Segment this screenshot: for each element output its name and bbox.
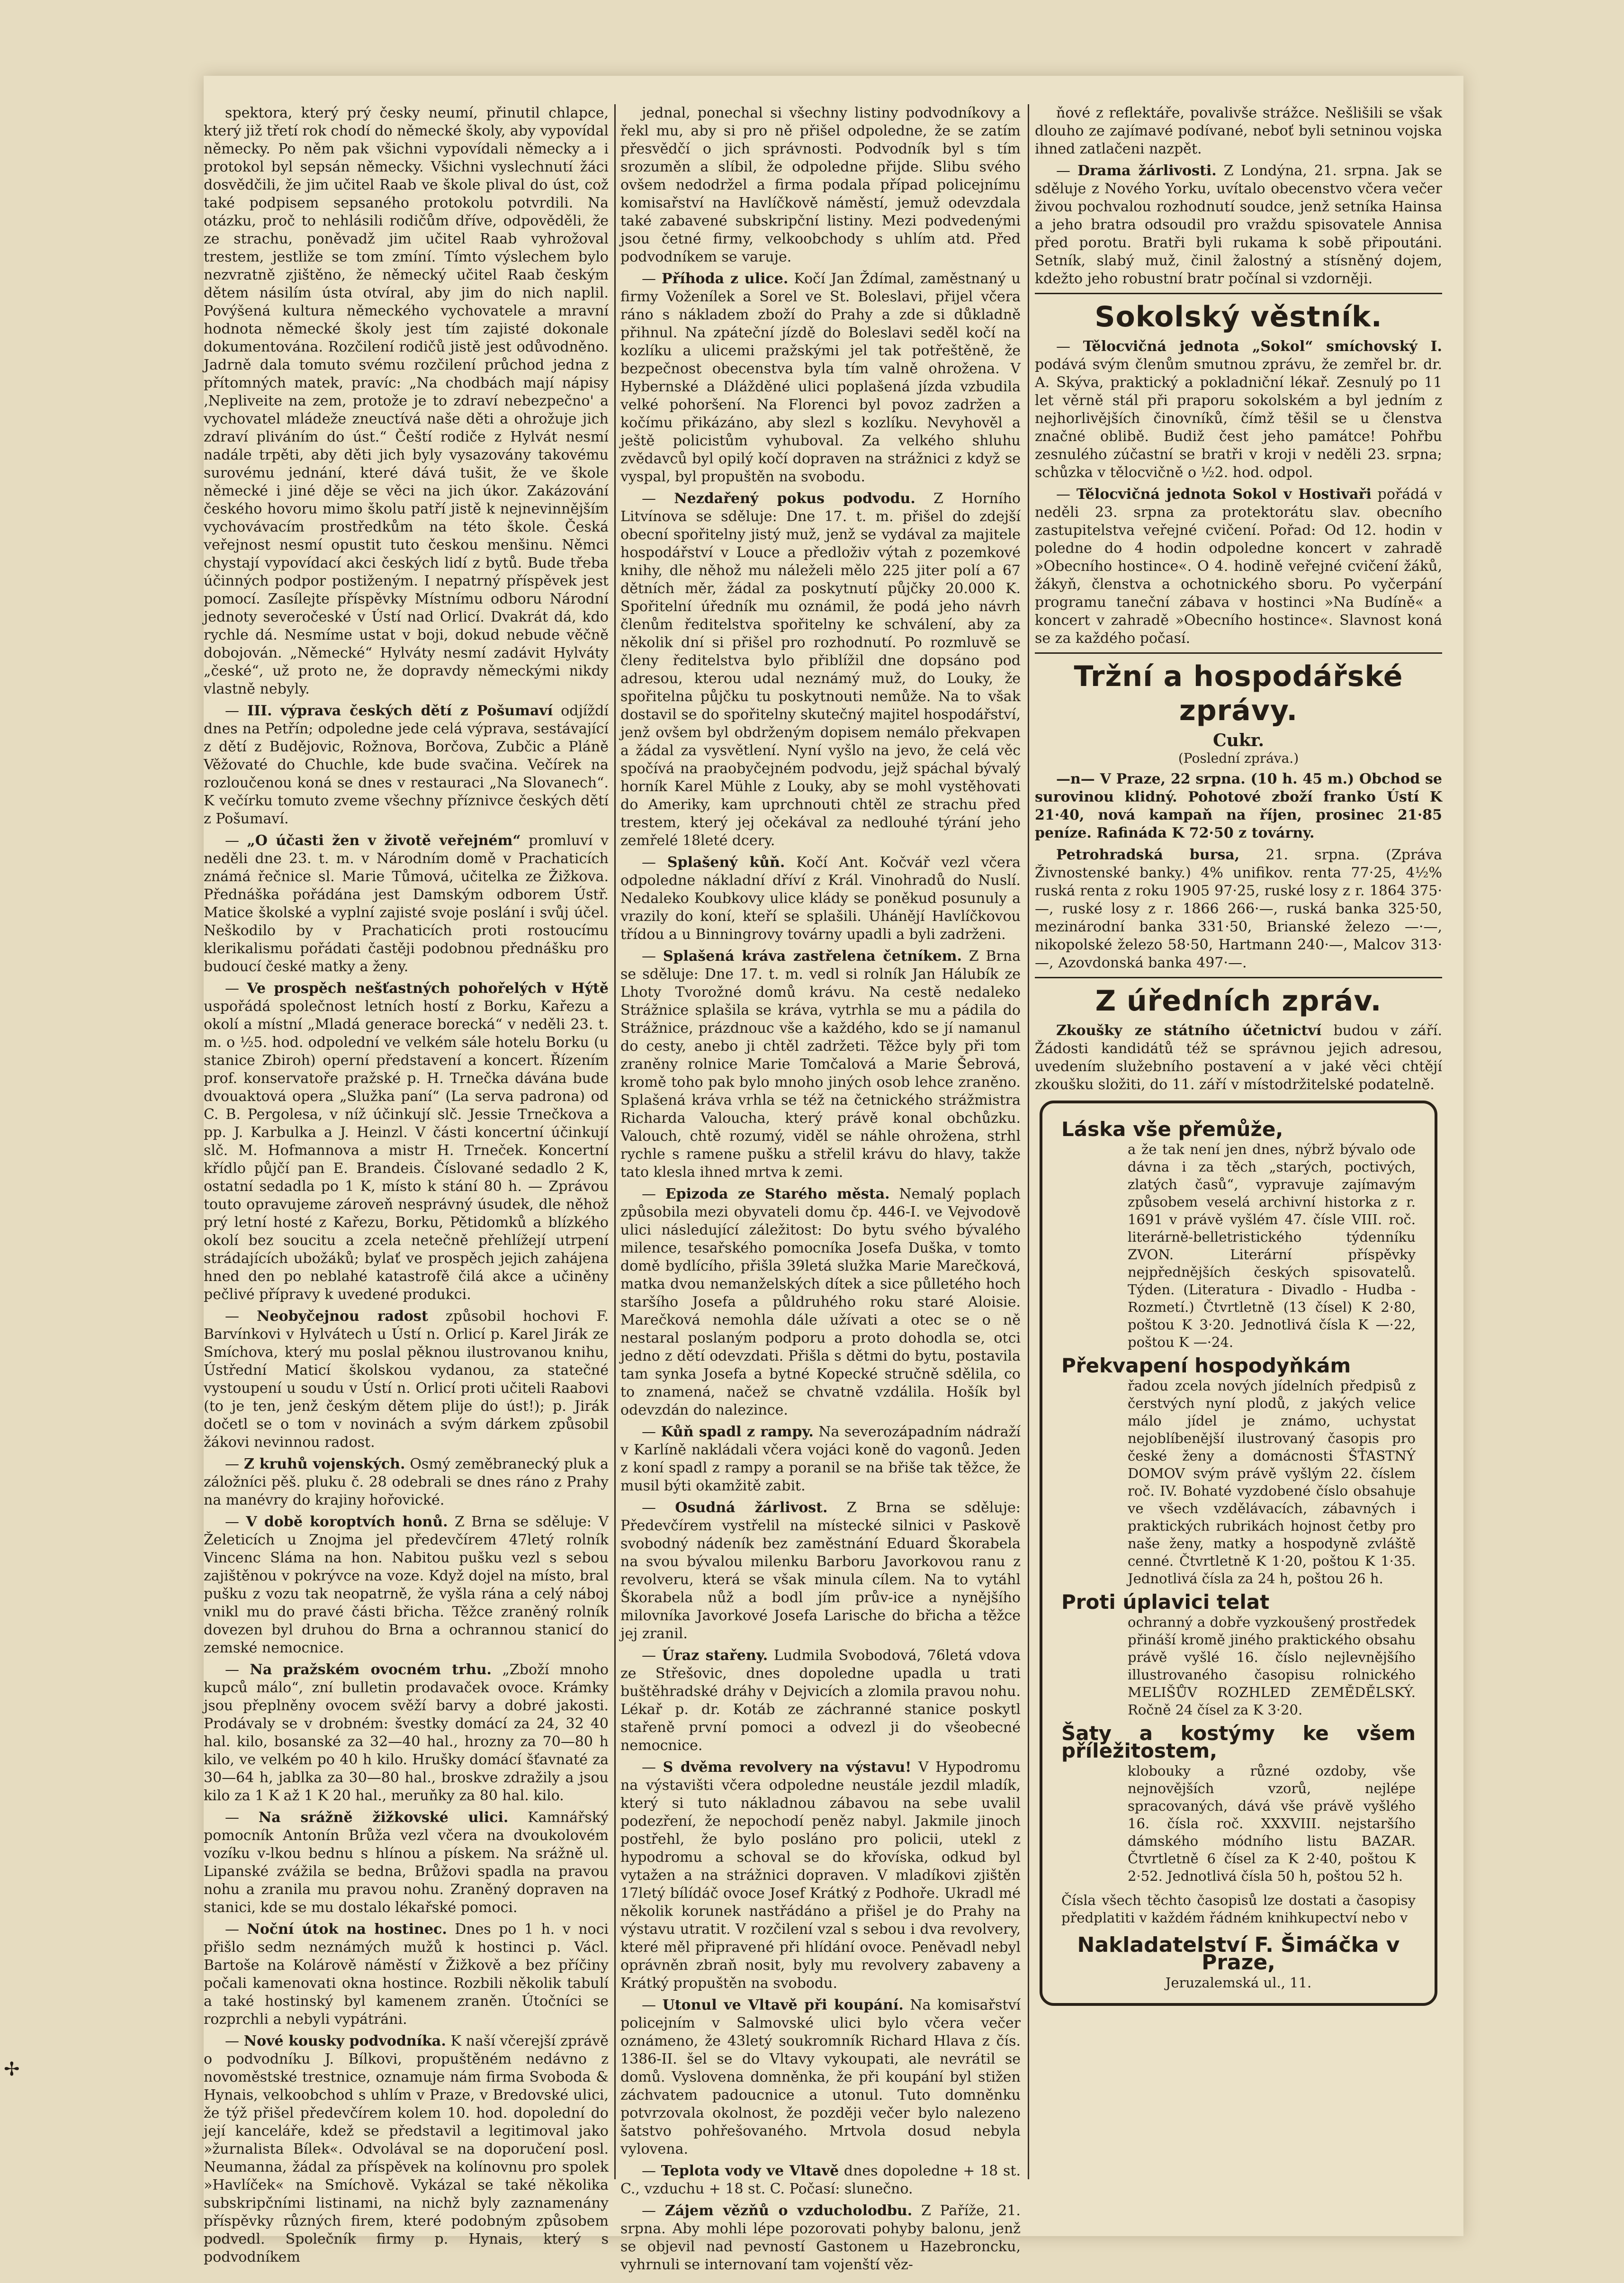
- article-heading: Neobyčejnou radost: [257, 1308, 428, 1325]
- article-heading: Tělocvičná jednota Sokol v Hostivaři: [1076, 486, 1372, 503]
- section-title-market: Tržní a hospodářské zprávy.: [1074, 660, 1403, 727]
- article-drama: — Drama žárlivosti. Z Londýna, 21. srpna. Jak se sděluje z Nového Yorku, uvítalo obecenstvo včera večer živou pochvalou rozhodnutí soudce, jenž setníka Hainsa a jeho bratra odsoudil pro vraždu spisovatele Annisa před porotu. Bratři byli rukama k sobě připoutáni. Setník, slabý muž, činil žalostný a stísněný dojem, kdežto jeho robustní bratr počínal si vzdorněji.: [1035, 162, 1442, 287]
- ad-text: klobouky a různé ozdoby, vše nejnovějších vzorů, nejlépe spracovaných, dává vše právě vyšlého 16. čísla roč. XXXVIII. nejstaršího dámského módního listu BAZAR. Čtvrtletně 6 čísel za K 2·40, poštou K 2·52. Jednotlivá čísla 50 h, poštou 52 h.: [1128, 1763, 1416, 1884]
- article-text: jednal, ponechal si všechny listiny podvodníkovy a řekl mu, aby si pro ně přišel odpoledne, že se zatím přesvědčí o jich správnosti. Podvodník byl s tím srozuměn a slíbil, že odpoledne přijde. Slibu svého ovšem nedodržel a firma podala případ policejnímu komisařství na Havlíčkově náměstí, jemuž odevzdala také zabavené subskripční listiny. Mezi podvedenými jsou četné firmy, velkoobchody s uhlím atd. Před podvodníkem se varuje.: [620, 105, 1021, 265]
- article: — Příhoda z ulice. Kočí Jan Ždímal, zaměstnaný u firmy Voženílek a Sorel ve St. Boleslavi, přijel včera ráno s nákladem zboží do Prahy a zde si důkladně přihnul. Na zpáteční jízdě do Boleslavi seděl kočí na kozlíku a ulicemi pražskými jel tak potřeštěně, že bezpečnost obecenstva byla tím valně ohrožena. V Hybernské a Dlážděné ulici poplašená jízda vzbudila velké pohoršení. Na Florenci byl povoz zadržen a kočímu přikázáno, aby slezl s kozlíku. Nevyhověl a ještě policistům vyhuboval. Za velkého shluhu zvědavců byl opilý kočí dopraven na strážnici z když se vyspal, byl propuštěn na svobodu.: [620, 271, 1021, 485]
- article-heading: III. výprava českých dětí z Pošumaví: [247, 703, 553, 719]
- ad-publisher: Nakladatelství F. Šimáčka v Praze,: [1077, 1933, 1400, 1975]
- article-text: podává svým členům smutnou zprávu, že zemřel br. dr. A. Skýva, praktický a pokladniční lékař. Zesnulý po 11 let věrně stál při praporu sokolském a byl jedním z nejhorlivějších činovníků, čímž těšil se u členstva značné oblibě. Budiž čest jeho památce! Pohřbu zesnulého zúčastní se bratři v kroji v neděli 23. srpna; schůzka v tělocvičně o ½2. hod. odpol.: [1035, 356, 1442, 481]
- article-heading: Na srážně žižkovské ulici.: [258, 1809, 509, 1826]
- article: — Epizoda ze Starého města. Nemalý poplach způsobila mezi obyvateli domu čp. 446-I. ve Vejvodově ulici následující záležitost: Do bytu svého bývalého milence, tesařského pomocníka Josefa Duška, v tomto domě bydlícího, přišla 39letá služka Marie Marečková, matka dvou nemanželských dítek a sice půlletého hoch staršího Josefa a půldruhého roku staré Aloisie. Marečková nemohla dále užívati a otec se o ně nestaral poslaným podporu a proto dohodla se, otci jedno z dětí odevzdati. Přišla s dětmi do bytu, postavila tam synka Josefa a bytné Kopecké stručně sdělila, co to znamená, načež se chvatně vzdálila. Hošík byl odevzdán do nalezince.: [620, 1186, 1021, 1418]
- column-right: [1035, 104, 1442, 2212]
- article: — Zájem vězňů o vzducholodbu. Z Paříže, 21. srpna. Aby mohli lépe pozorovati pohyby balonu, jenž se objevil nad pevností Gastonem u Hazebroncku, vyhrnuli se internovaní tam vojenští věz-: [620, 2202, 1021, 2273]
- article-text: K naší včerejší zprávě o podvodníku J. Bílkovi, propuštěném nedávno z novoměstské trestnice, oznamuje nám firma Svoboda & Hynais, velkoobchod s uhlím v Praze, v Bredovské ulici, že týž přišel předevčírem kolem 10. hod. dopolední do její kanceláře, kdež se představil a legitimoval jako »žurnalista Bílek«. Odvolával se na doporučení posl. Neumanna, žádal za příspěvek na kolínovnu pro spolek »Havlíček« na Smíchově. Vykázal se také několika subskripčními listinami, na nichž byly zaznamenány příspěvky různých firem, které podobným způsobem podvedl. Společník firmy p. Hynais, který s podvodníkem: [204, 2033, 609, 2265]
- article-heading: Epizoda ze Starého města.: [665, 1186, 890, 1202]
- sugar-report: —n— V Praze, 22 srpna. (10 h. 45 m.) Obchod se surovinou klidný. Pohotové zboží franko Ústí K 21·40, nová kampaň na říjen, prosinec 21·85 peníze. Rafináda K 72·50 z továrny.: [1035, 771, 1442, 841]
- article-text: Z Brna se sděluje: V Želeticích u Znojma jel předevčírem 47letý rolník Vincenc Sláma na hon. Nabitou pušku vezl s sebou zajištěnou v pokrývce na voze. Když dojel na místo, bral pušku z vozu tak neopatrně, že vyšla rána a celý náboj vnikl mu do pravé části břicha. Těžce zraněný rolník dovezen byl druhou do Brna a ochrannou stanicí do zemské nemocnice.: [204, 1514, 609, 1656]
- article: — Teplota vody ve Vltavě dnes dopoledne + 18 st. C., vzduchu + 18 st. C. Počasí: slunečno.: [620, 2163, 1021, 2197]
- column-rule: [614, 104, 616, 2179]
- article: — Na pražském ovocném trhu. „Zboží mnoho kupců málo“, zní bulletin prodavaček ovoce. Krámky jsou přeplněny ovocem svěží barvy a dobré jakosti. Prodávaly se v drobném: švestky domácí za 24, 32 40 hal. kilo, bosanské za 32—40 hal., hrozny za 70—80 h kilo, ve velkém po 40 h kilo. Hrušky domácí šťavnaté za 30—64 h, jablka za 30—80 hal., broskve zdražily a jsou kilo za 1 K až 1 K 20 hal., meruňky za 80 hal. kilo.: [204, 1661, 609, 1804]
- column-middle: [620, 104, 1021, 2273]
- article-text: Z Brna se sděluje: Předevčírem vystřelil na místecké silnici v Paskově svobodný nádeník bez zaměstnání Eduard Škorabela na svou bývalou milenku Barboru Javorkovou ranu z revolveru, která se však minula cílem. Na to vytáhl Škorabela nůž a bodl jím prův-ice a nynějšího milovníka Javorkové Josefa Larische do břicha a těžce jej zranil.: [620, 1499, 1021, 1642]
- column-rule: [1028, 104, 1029, 2179]
- article-text: dnes dopoledne + 18 st. C., vzduchu + 18 st. C. Počasí: slunečno.: [620, 2163, 1021, 2197]
- article: — S dvěma revolvery na výstavu! V Hypodromu na výstavišti včera odpoledne neustále jezdil mladík, který si tuto nákladnou zábavou na sebe uvalil podezření, že nepochodí peněz nabyl. Jakmile jinoch postřehl, že bylo posláno pro policii, utekl z hypodromu a schoval se do křovíska, odkud byl vytažen a na strážnici dopraven. V mladíkovi zjištěn 17letý bílídáč ovoce Josef Krátký z Podhoře. Ukradl mé několik korunek nastřádáno a přišel je do Prahy na výstavu utratit. V rozčilení vzal s sebou i dva revolvery, které měl připravené při hlídání ovoce. Peněvadl nebyl oprávněn zbraň nosit, byly mu revolvery zabaveny a Krátký propuštěn na svobodu.: [620, 1759, 1021, 1992]
- article: — Z kruhů vojenských. Osmý zeměbranecký pluk a záložníci pěš. pluku č. 28 odebrali se dnes ráno z Prahy na manévry do krajiny hořovické.: [204, 1456, 609, 1508]
- article-text: Z Londýna, 21. srpna. Jak se sděluje z Nového Yorku, uvítalo obecenstvo včera večer živou pochvalou rozhodnutí soudce, jenž setníka Hainsa a jeho bratra odsoudil pro vraždu spisovatele Annisa před porotu. Bratři byli rukama k sobě připoutáni. Setník, slabý muž, činil žalostný a stísněný dojem, kdežto jeho robustní bratr počínal si vzdorněji.: [1035, 162, 1442, 287]
- article-text: spektora, který prý česky neumí, přinutil chlapce, který již třetí rok chodí do německé školy, aby vypovídal německy. Po něm pak všichni vypovídali německy a i protokol byl sepsán německy. Všichni vyslechnutí žáci dosvědčili, že jim učitel Raab ve škole plival do úst, což také podpisem sepsaného protokolu potvrdili. Na otázku, proč to nehlásili rodičům dříve, odpověděli, že ze strachu, poněvadž jim učitel Raab vyhrožoval trestem, jestliže se tom zmíní. Tímto výslechem bylo nezvratně zjištěno, že německý učitel Raab českým dětem násilím ústa otvíral, aby jim do nich naplil. Povýšená kultura německého vychovatele a mravní hodnota německé školy jest tím zajisté dokonale dokumentována. Rozčilení rodičů jistě jest odůvodněno. Jadrně dala tomuto svému rozčilení průchod jedna z přítomných matek, pravíc: „Na chodbách mají nápisy ‚Nepliveite na zem, protože je to zdraví nebezpečno' a vychovatel mládeže zneuctívá naše děti a ohrožuje jich zdraví pliváním do úst.“ Čeští rodiče z Hylvát nesmí nadále trpěti, aby děti jich byly vysazovány takovému surovému jednání, které dává tušit, že ve škole německé i jiné děje se věci na jich úkor. Zakázování českého hovoru mimo školu patří jistě k nejnevinnějším vychovávacím prostředkům na této škole. Česká veřejnost nesmí opustit tuto českou menšinu. Němci chystají vypovídací akci českých lidí z bytů. Bude třeba účinných podpor postiženým. I nepatrný příspěvek jest pomocí. Zasílejte příspěvky Místnímu odboru Národní jednoty severočeské v Ústí nad Orlicí. Dvakrát dá, kdo rychle dá. Nesmíme ustat v boji, dokud nebude věčně dobojován. „Německé“ Hylváty nesmí zadávit Hylváty „české“, už proto ne, že dopravdy německými nikdy vlastně nebyly.: [204, 105, 609, 697]
- article-list: [204, 104, 609, 2266]
- article-heading: Nové kousky podvodníka.: [243, 2033, 446, 2049]
- article-text: odjíždí dnes na Petřín; odpoledne jede celá výprava, sestávající z dětí z Budějovic, Rožnova, Borčova, Zubčic a Pláně Věžovaté do Chuchle, kde bude svačina. Večírek na rozloučenou koná se dnes v restauraci „Na Slovanech“. K večírku tomuto zveme všechny příznivce českých dětí z Pošumaví.: [204, 703, 609, 827]
- article-heading: S dvěma revolvery na výstavu!: [663, 1759, 912, 1776]
- article-text: V Hypodromu na výstavišti včera odpoledne neustále jezdil mladík, který si tuto nákladnou zábavou na sebe uvalil podezření, že nepochodí peněz nabyl. Jakmile jinoch postřehl, že bylo posláno pro policii, utekl z hypodromu a schoval se do křovíska, odkud byl vytažen a na strážnici dopraven. V mladíkovi zjištěn 17letý bílídáč ovoce Josef Krátký z Podhoře. Ukradl mé několik korunek nastřádáno a přišel je do Prahy na výstavu utratit. V rozčilení vzal s sebou i dva revolvery, které měl připravené při hlídání ovoce. Peněvadl nebyl oprávněn zbraň nosit, byly mu revolvery zabaveny a Krátký propuštěn na svobodu.: [620, 1759, 1021, 1992]
- article-heading: Noční útok na hostinec.: [247, 1921, 447, 1938]
- article-text: promluví v neděli dne 23. t. m. v Národním domě v Prachaticích známá řečnice sl. Marie Tůmová, učitelka ze Žižkova. Přednáška pořádána jest Damským odborem Ústř. Matice školské a vyplní zajisté svoje poslání i svůj účel. Neškodilo by v Prachaticích proti rostoucímu klerikalismu pořádati častěji podobnou přednášku pro budoucí české matky a ženy.: [204, 832, 609, 975]
- article-heading: V době koroptvích honů.: [246, 1514, 448, 1530]
- article: — Utonul ve Vltavě při koupání. Na komisařství policejním v Salmovské ulici bylo včera večer oznámeno, že 43letý soukromník Richard Hlava z čís. 1386-II. šel se do Vltavy vykoupati, ale nevrátil se domů. Vyslovena domněnka, že při koupání byl stižen záchvatem padoucnice a utonul. Tuto domněnku potvrzovala okolnost, že později večer bylo nalezeno šatstvo pohřešovaného. Mrtvola dosud nebyla vylovena.: [620, 1997, 1021, 2157]
- article-text: Z Brna se sděluje: Dne 17. t. m. vedl si rolník Jan Hálubík ze Lhoty Tvorožné domů krávu. Na cestě nedaleko Strážnice splašila se kráva, vytrhla se mu a pádila do Strážnice, prázdnouc vše a každého, kdo se jí namanul do cesty, anebo ji chtěl zadržeti. Těžce byly při tom zraněny rolnice Marie Tomčalová a Marie Šebrová, kromě toho pak bylo mnoho jiných osob lehce zraněno. Splašená kráva vrhla se též na četnického strážmistra Richarda Valoucha, který právě konal obchůzku. Valouch, chtě rozumý, viděl se náhle ohrožena, strhl rychle s ramene pušku a střelil krávu do hlavy, takže tato klesla ihned mrtva k zemi.: [620, 948, 1021, 1181]
- article-text: Dnes po 1 h. v noci přišlo sedm neznámých mužů k hostinci p. Václ. Bartoše na Kolárově náměstí v Žižkově a bez příčiny počali kamenovati okna hostince. Rozbili několik tabulí a také hostinský byl kamenem zraněn. Útočníci se rozprchli a nebyli vypátráni.: [204, 1921, 609, 2028]
- article-text: budou v září. Žádosti kandidátů též se správnou jejich adresou, uvedením služebního postavení a v jaké věci chtějí zkoušku složiti, do 11. září v místodržitelské podatelně.: [1035, 1022, 1443, 1093]
- article: — Nové kousky podvodníka. K naší včerejší zprávě o podvodníku J. Bílkovi, propuštěném nedávno z novoměstské trestnice, oznamuje nám firma Svoboda & Hynais, velkoobchod s uhlím v Praze, v Bredovské ulici, že týž přišel předevčírem kolem 10. hod. dopolední do její kanceláře, kdež se představil a legitimoval jako »žurnalista Bílek«. Odvolával se na doporučení posl. Neumanna, žádal za příspěvek na kolínovnu pro spolek »Havlíček« na Smíchově. Vykázal se také několika subskripčními listinami, na nichž byly zaznamenány příspěvky různých firem, které podobným způsobem podvedl. Společník firmy p. Hynais, který s podvodníkem: [204, 2033, 609, 2265]
- article-text: Z Paříže, 21. srpna. Aby mohli lépe pozorovati pohyby balonu, jenž se objevil nad pevností Gastonem u Hazebroncku, vyhrnuli se internovaní tam vojenští věz-: [620, 2202, 1021, 2273]
- article-heading: Zkoušky ze státního účetnictví: [1056, 1022, 1322, 1039]
- newspaper-page: [204, 76, 1463, 2273]
- article-heading: Tělocvičná jednota „Sokol“ smíchovský I.: [1083, 338, 1442, 355]
- article-heading: Kůň spadl z rampy.: [661, 1424, 814, 1440]
- article: — Osudná žárlivost. Z Brna se sděluje: Předevčírem vystřelil na místecké silnici v Paskově svobodný nádeník bez zaměstnání Eduard Škorabela na svou bývalou milenku Barboru Javorkovou ranu z revolveru, která se však minula cílem. Na to vytáhl Škorabela nůž a bodl jím prův-ice a nynějšího milovníka Javorkové Josefa Larische do břicha a těžce jej zranil.: [620, 1499, 1021, 1642]
- article-heading: Petrohradská bursa,: [1056, 847, 1240, 863]
- section-divider: [1035, 293, 1442, 294]
- margin-mark: ✢: [4, 2058, 20, 2080]
- article-list: [620, 104, 1021, 2274]
- article: — Ve prospěch nešťastných pohořelých v Hýtě uspořádá společnost letních hostí z Borku, Kařezu a okolí a místní „Mladá generace borecká“ v neděli 23. t. m. o ½5. hod. odpolední ve velkém sále hotelu Borku (u stanice Zbiroh) operní představení a koncert. Řízením prof. konservatoře pražské p. H. Trnečka dávána bude dvouaktová opera „Služka paní“ (La serva padrona) od C. B. Pergolesa, v níž účinkují slč. Jessie Trnečkova a pp. J. Karbulka a J. Heinzl. V části koncertní účinkují slč. M. Hofmannova a mistr H. Trneček. Koncertní křídlo půjčí pan E. Brandeis. Číslované sedadlo 2 K, ostatní sedadla po 1 K, místo k stání 80 h. — Zprávou touto opravujeme zároveň nesprávný úsudek, dle něhož prý letní hosté z Kařezu, Borku, Pětidomků a blízkého okolí bez soucitu a zcela netečně přehlížejí utrpení strádajících ubožáků; bylať ve prospěch jejich zahájena hned den po neblahé katastrofě čilá akce a učiněny pečlivé přípravy k uvedené produkci.: [204, 980, 609, 1303]
- article-text: Na komisařství policejním v Salmovské ulici bylo včera večer oznámeno, že 43letý soukromník Richard Hlava z čís. 1386-II. šel se do Vltavy vykoupati, ale nevrátil se domů. Vyslovena domněnka, že při koupání byl stižen záchvatem padoucnice a utonul. Tuto domněnku potvrzovala okolnost, že později večer bylo nalezeno šatstvo pohřešovaného. Mrtvola dosud nebyla vylovena.: [620, 1997, 1021, 2157]
- ad-heading: Proti úplavici telat: [1061, 1590, 1270, 1614]
- article-exams: [1035, 1022, 1442, 1094]
- article-text: Z Horního Litvínova se sděluje: Dne 17. t. m. přišel do zdejší obecní spořitelny jistý muž, jenž se vydával za majitele hospodářství v Louce a předloživ výtah z pozemkové knihy, dle něhož mu náleželi mělo 225 jiter polí a 67 dětních měr, žádal za poskytnutí půjčky 20.000 K. Spořitelní úředník mu oznámil, že podá jeho návrh členům ředitelstva spořitelny ke schválení, aby za několik dní si přišel pro rozhodnutí. Po rozmluvě se členy ředitelstva bylo přiblížil dne dopsáno pod adresou, kterou udal neznámý muž, do Louky, že spořitelna půjčku tu poskytnouti nemůže. Na to však dostavil se do spořitelny skutečný majitel hospodářství, jenž ovšem byl obdrženým dopisem nemálo překvapen a žádal za vysvětlení. Nyní vyšlo na jevo, že celá věc spočívá na praobyčejném podvodu, jejž spáchal bývalý horník Karel Mühle z Louky, aby se mohl vystěhovati do Ameriky, kam uprchnouti chtěl ze strachu před trestem, který jej očekával za nedlouhé týrání jeho zemřelé 18leté dcery.: [620, 490, 1021, 849]
- article-heading: Zájem vězňů o vzducholodbu.: [664, 2202, 913, 2219]
- article-continuation: ňové z reflektáře, povalivše strážce. Nešlišili se však dlouho ze zajímavé podívané, neboť byli setninou vojska ihned zatlačeni nazpět.: [1035, 105, 1442, 157]
- article-bursa: [1035, 846, 1442, 972]
- article-text: pořádá v neděli 23. srpna za protektorátu slav. obecního zastupitelstva veřejné cvičení. Pořad: Od 12. hodin v poledne do 4 hodin odpoledne koncert v zahradě »Obecního hostince«. O 4. hodině veřejné cvičení žáků, žákyň, členstva a ochotnického sboru. Po vyčerpání programu taneční zábava v hostinci »Na Budíně« a koncert v zahradě »Obecního hostince«. Slavnost koná se za každého počasí.: [1035, 486, 1442, 647]
- ad-heading: Překvapení hospodyňkám: [1061, 1354, 1351, 1377]
- article-list: [1035, 338, 1442, 648]
- article-text: 21. srpna. (Zpráva Živnostenské banky.) 4% unifikov. renta 77·25, 4½% ruská renta z roku 1905 97·25, ruské losy z r. 1864 375·—, ruské losy z r. 1866 266·—, ruská banka 325·50, mezinárodní banka 331·50, Brianské železo —·—, nikopolské železo 58·50, Hartmann 240·—, Malcov 313·—, Azovdonská banka 497·—.: [1035, 847, 1442, 971]
- article-heading: Teplota vody ve Vltavě: [661, 2163, 839, 2179]
- ad-text: a že tak není jen dnes, nýbrž bývalo ode dávna i za těch „starých, poctivých, zlatých časů“, vypravuje zajímavým způsobem veselá archivní historka z r. 1691 v právě vyšlém 47. čísle VIII. roč. literárně-belletristického týdenníku ZVON. Literární příspěvky nejpřednějších českých spisovatelů. Týden. (Literatura - Divadlo - Hudba - Rozmetí.) Čtvrtletně (13 čísel) K 2·80, poštou K 3·20. Jednotlivá čísla K —·22, poštou K —·24.: [1128, 1141, 1416, 1350]
- article: — Splašená kráva zastřelena četníkem. Z Brna se sděluje: Dne 17. t. m. vedl si rolník Jan Hálubík ze Lhoty Tvorožné domů krávu. Na cestě nedaleko Strážnice splašila se kráva, vytrhla se mu a pádila do Strážnice, prázdnouc vše a každého, kdo se jí namanul do cesty, anebo ji chtěl zadržeti. Těžce byly při tom zraněny rolnice Marie Tomčalová a Marie Šebrová, kromě toho pak bylo mnoho jiných osob lehce zraněno. Splašená kráva vrhla se též na četnického strážmistra Richarda Valoucha, který právě konal obchůzku. Valouch, chtě rozumý, viděl se náhle ohrožena, strhl rychle s ramene pušku a střelil krávu do hlavy, takže tato klesla ihned mrtva k zemi.: [620, 948, 1021, 1181]
- section-title-official: Z úředních zpráv.: [1095, 984, 1382, 1018]
- ad-text: řadou zcela nových jídelních předpisů z čerstvých nyní plodů, z jakých velice málo jídel je známo, uchystat nejoblíbenější ilustrovaný časopis pro české ženy a domácnosti ŠŤASTNÝ DOMOV svým právě vyšlým 22. číslem roč. IV. Bohaté vyzdobené číslo obsahuje ve všech vzdělávacích, zábavných i praktických rubrikách hojnost četby pro naše ženy, matky a hospodyně zvláště cenné. Čtvrtletně K 1·20, poštou K 1·35. Jednotlivá čísla za 24 h, poštou 26 h.: [1128, 1378, 1416, 1587]
- article-heading: Úraz stařeny.: [662, 1647, 768, 1664]
- article: — Noční útok na hostinec. Dnes po 1 h. v noci přišlo sedm neznámých mužů k hostinci p. Václ. Bartoše na Kolárově náměstí v Žižkově a bez příčiny počali kamenovati okna hostince. Rozbili několik tabulí a také hostinský byl kamenem zraněn. Útočníci se rozprchli a nebyli vypátráni.: [204, 1921, 609, 2028]
- article: — Splašený kůň. Kočí Ant. Kočvář vezl včera odpoledne nákladní dříví z Král. Vinohradů do Nuslí. Nedaleko Koubkovy ulice klády se poněkud posunuly a vrazily do koní, kteří se splašili. Uhánějí Havlíčkovou třídou a u Binningrovy továrny upadli a byli zadrženi.: [620, 854, 1021, 943]
- article: — Tělocvičná jednota Sokol v Hostivaři pořádá v neděli 23. srpna za protektorátu slav. obecního zastupitelstva veřejné cvičení. Pořad: Od 12. hodin v poledne do 4 hodin odpoledne koncert v zahradě »Obecního hostince«. O 4. hodině veřejné cvičení žáků, žákyň, členstva a ochotnického sboru. Po vyčerpání programu taneční zábava v hostinci »Na Budíně« a koncert v zahradě »Obecního hostince«. Slavnost koná se za každého počasí.: [1035, 486, 1442, 647]
- article-heading: Z kruhů vojenských.: [243, 1456, 405, 1472]
- article-text: Kočí Jan Ždímal, zaměstnaný u firmy Voženílek a Sorel ve St. Boleslavi, přijel včera ráno s nákladem zboží do Prahy a zde si důkladně přihnul. Na zpáteční jízdě do Boleslavi seděl kočí na kozlíku a ulicemi pražskými jel tak potřeštěně, že bezpečnost obecenstva byla tím valně ohrožena. V Hybernské a Dlážděné ulici poplašená jízda vzbudila velké pohoršení. Na Florenci byl povoz zadržen a kočímu přikázáno, aby slezl s kozlíku. Nevyhověl a ještě policistům vyhuboval. Za velkého shluhu zvědavců byl opilý kočí dopraven na strážnici z když se vyspal, byl propuštěn na svobodu.: [620, 271, 1021, 485]
- section-title-sokol: Sokolský věstník.: [1095, 300, 1382, 334]
- article-text: uspořádá společnost letních hostí z Borku, Kařezu a okolí a místní „Mladá generace borecká“ v neděli 23. t. m. o ½5. hod. odpolední ve velkém sále hotelu Borku (u stanice Zbiroh) operní představení a koncert. Řízením prof. konservatoře pražské p. H. Trnečka dávána bude dvouaktová opera „Služka paní“ (La serva padrona) od C. B. Pergolesa, v níž účinkují slč. Jessie Trnečkova a pp. J. Karbulka a J. Heinzl. V části koncertní účinkují slč. M. Hofmannova a mistr H. Trneček. Koncertní křídlo půjčí pan E. Brandeis. Číslované sedadlo 2 K, ostatní sedadla po 1 K, místo k stání 80 h. — Zprávou touto opravujeme zároveň nesprávný úsudek, dle něhož prý letní hosté z Kařezu, Borku, Pětidomků a blízkého okolí bez soucitu a zcela netečně přehlížejí utrpení strádajících ubožáků; bylať ve prospěch jejich zahájena hned den po neblahé katastrofě čilá akce a učiněny pečlivé přípravy k uvedené produkci.: [204, 998, 609, 1303]
- article-text: Osmý zeměbranecký pluk a záložníci pěš. pluku č. 28 odebrali se dnes ráno z Prahy na manévry do krajiny hořovické.: [204, 1456, 609, 1508]
- article-text: Kamnářský pomocník Antonín Brůža vezl včera na dvoukolovém vozíku v-lkou bednu s hlínou a pískem. Na srážně ul. Lipanské zvážila se bedna, Brůžovi spadla na pravou nohu a zranila mu pravou nohu. Zraněný dopraven na stanici, kde se mu dostalo lékařské pomoci.: [204, 1809, 609, 1916]
- article-heading: Drama žárlivosti.: [1077, 162, 1217, 179]
- article: — V době koroptvích honů. Z Brna se sděluje: V Želeticích u Znojma jel předevčírem 47letý rolník Vincenc Sláma na hon. Nabitou pušku vezl s sebou zajištěnou v pokrývce na voze. Když dojel na místo, bral pušku z vozu tak neopatrně, že vyšla rána a celý náboj vnikl mu do pravé části břicha. Těžce zraněný rolník dovezen byl druhou do Brna a ochrannou stanicí do zemské nemocnice.: [204, 1514, 609, 1656]
- article: — Tělocvičná jednota „Sokol“ smíchovský I. podává svým členům smutnou zprávu, že zemřel br. dr. A. Skýva, praktický a pokladniční lékař. Zesnulý po 11 let věrně stál při praporu sokolském a byl jedním z nejhorlivějších činovníků, čímž těšil se u členstva značné oblibě. Budiž čest jeho památce! Pohřbu zesnulého zúčastní se bratři v kroji v neděli 23. srpna; schůzka v tělocvičně o ½2. hod. odpol.: [1035, 338, 1442, 481]
- article: [204, 104, 609, 698]
- article-heading: Ve prospěch nešťastných pohořelých v Hýtě: [247, 980, 609, 997]
- article-heading: Splašený kůň.: [667, 854, 785, 871]
- article-heading: „O účasti žen v životě veřejném“: [247, 832, 521, 849]
- ad-note: Čísla všech těchto časopisů lze dostati a časopisy předplatiti v každém řádném knihkupectví nebo v: [1061, 1892, 1416, 1926]
- advertisement-box: [1040, 1101, 1437, 2006]
- article-heading: Na pražském ovocném trhu.: [250, 1661, 492, 1678]
- article-heading: Příhoda z ulice.: [662, 271, 789, 287]
- article-text: Kočí Ant. Kočvář vezl včera odpoledne nákladní dříví z Král. Vinohradů do Nuslí. Nedaleko Koubkovy ulice klády se poněkud posunuly a vrazily do koní, kteří se splašili. Uhánějí Havlíčkovou třídou a u Binningrovy továrny upadli a byli zadrženi.: [620, 854, 1021, 943]
- article-text: Na severozápadním nádraží v Karlíně nakládali včera vojáci koně do vagonů. Jeden z koní spadl z rampy a poranil se na břiše tak těžce, že musil býti okamžitě zabit.: [620, 1424, 1021, 1494]
- article: [620, 104, 1021, 266]
- article: — Neobyčejnou radost způsobil hochovi F. Barvínkovi v Hylvátech u Ústí n. Orlicí p. Karel Jirák ze Smíchova, který mu poslal pěknou ilustrovanou knihu, Ústřední Maticí školskou vydanou, za statečné vystoupení u soudu v Ústí n. Orlicí proti učiteli Raabovi (to je ten, jenž českým dětem plije do úst!); p. Jirák dočetl se o tom v novinách a svým dárkem způsobil žákovi nevinnou radost.: [204, 1308, 609, 1451]
- article-heading: Utonul ve Vltavě při koupání.: [662, 1997, 904, 2013]
- section-divider: [1035, 652, 1442, 654]
- article: — Nezdařený pokus podvodu. Z Horního Litvínova se sděluje: Dne 17. t. m. přišel do zdejší obecní spořitelny jistý muž, jenž se vydával za majitele hospodářství v Louce a předloživ výtah z pozemkové knihy, dle něhož mu náleželi mělo 225 jiter polí a 67 dětních měr, žádal za poskytnutí půjčky 20.000 K. Spořitelní úředník mu oznámil, že podá jeho návrh členům ředitelstva spořitelny ke schválení, aby za několik dní si přišel pro rozhodnutí. Po rozmluvě se členy ředitelstva bylo přiblížil dne dopsáno pod adresou, kterou udal neznámý muž, do Louky, že spořitelna půjčku tu poskytnouti nemůže. Na to však dostavil se do spořitelny skutečný majitel hospodářství, jenž ovšem byl obdrženým dopisem nemálo překvapen a žádal za vysvětlení. Nyní vyšlo na jevo, že celá věc spočívá na praobyčejném podvodu, jejž spáchal bývalý horník Karel Mühle z Louky, aby se mohl vystěhovati do Ameriky, kam uprchnouti chtěl ze strachu před trestem, který jej očekával za nedlouhé týrání jeho zemřelé 18leté dcery.: [620, 490, 1021, 849]
- article: — III. výprava českých dětí z Pošumaví odjíždí dnes na Petřín; odpoledne jede celá výprava, sestávající z dětí z Budějovic, Rožnova, Borčova, Zubčic a Pláně Věžovaté do Chuchle, kde bude svačina. Večírek na rozloučenou koná se dnes v restauraci „Na Slovanech“. K večírku tomuto zveme všechny příznivce českých dětí z Pošumaví.: [204, 703, 609, 827]
- article-heading: Nezdařený pokus podvodu.: [674, 490, 915, 507]
- ad-heading: Láska vše přemůže,: [1061, 1118, 1283, 1141]
- article: — „O účasti žen v životě veřejném“ promluví v neděli dne 23. t. m. v Národním domě v Prachaticích známá řečnice sl. Marie Tůmová, učitelka ze Žižkova. Přednáška pořádána jest Damským odborem Ústř. Matice školské a vyplní zajisté svoje poslání i svůj účel. Neškodilo by v Prachaticích proti rostoucímu klerikalismu pořádati častěji podobnou přednášku pro budoucí české matky a ženy.: [204, 832, 609, 975]
- subsection-title-sugar: Cukr.: [1213, 731, 1264, 750]
- article: — Úraz stařeny. Ludmila Svobodová, 76letá vdova ze Střešovic, dnes dopoledne upadla u trati buštěhradské dráhy v Dejvicích a zlomila pravou nohu. Lékař p. dr. Kotáb ze záchranné stanice poskytl stařeně první pomoci a odvezl ji do všeobecné nemocnice.: [620, 1647, 1021, 1754]
- article-text: Nemalý poplach způsobila mezi obyvateli domu čp. 446-I. ve Vejvodově ulici následující záležitost: Do bytu svého bývalého milence, tesařského pomocníka Josefa Duška, v tomto domě bydlícího, přišla 39letá služka Marie Marečková, matka dvou nemanželských dítek a sice půlletého hoch staršího Josefa a půldruhého roku staré Aloisie. Marečková nemohla dále užívati a otec se o ně nestaral poslaným podporu a proto dohodla se, otci jedno z dětí odevzdati. Přišla s dětmi do bytu, postavila tam synka Josefa a bytné Kopecké stručně sdělila, co to znamená, načež se chvatně vzdálila. Hošík byl odevzdán do nalezince.: [620, 1186, 1021, 1418]
- article: — Kůň spadl z rampy. Na severozápadním nádraží v Karlíně nakládali včera vojáci koně do vagonů. Jeden z koní spadl z rampy a poranil se na břiše tak těžce, že musil býti okamžitě zabit.: [620, 1424, 1021, 1494]
- ad-address: Jeruzalemská ul., 11.: [1165, 1975, 1312, 1991]
- subsection-subtitle: (Poslední zpráva.): [1178, 750, 1299, 766]
- article-text: Ludmila Svobodová, 76letá vdova ze Střešovic, dnes dopoledne upadla u trati buštěhradské dráhy v Dejvicích a zlomila pravou nohu. Lékař p. dr. Kotáb ze záchranné stanice poskytl stařeně první pomoci a odvezl ji do všeobecné nemocnice.: [620, 1647, 1021, 1754]
- ad-text: ochranný a dobře vyzkoušený prostředek přináší kromě jiného praktického obsahu právě vyšlé 16. číslo nejlevnějšího illustrovaného časopisu rolnického MELIŠŮV ROZHLED ZEMĚDĚLSKÝ. Ročně 24 čísel za K 3·20.: [1128, 1614, 1416, 1718]
- article-text: „Zboží mnoho kupců málo“, zní bulletin prodavaček ovoce. Krámky jsou přeplněny ovocem svěží barvy a dobré jakosti. Prodávaly se v drobném: švestky domácí za 24, 32 40 hal. kilo, bosanské za 32—40 hal., hrozny za 70—80 h kilo, ve velkém po 40 h kilo. Hrušky domácí šťavnaté za 30—64 h, jablka za 30—80 hal., broskve zdražily a jsou kilo za 1 K až 1 K 20 hal., meruňky za 80 hal. kilo.: [204, 1661, 609, 1804]
- ad-heading: Šaty a kostýmy ke všem příležitostem,: [1061, 1722, 1416, 1762]
- article-text: způsobil hochovi F. Barvínkovi v Hylvátech u Ústí n. Orlicí p. Karel Jirák ze Smíchova, který mu poslal pěknou ilustrovanou knihu, Ústřední Maticí školskou vydanou, za statečné vystoupení u soudu v Ústí n. Orlicí proti učiteli Raabovi (to je ten, jenž českým dětem plije do úst!); p. Jirák dočetl se o tom v novinách a svým dárkem způsobil žákovi nevinnou radost.: [204, 1308, 609, 1451]
- column-left: [204, 104, 609, 2265]
- section-divider: [1035, 977, 1442, 978]
- article-heading: Osudná žárlivost.: [675, 1499, 828, 1516]
- article: — Na srážně žižkovské ulici. Kamnářský pomocník Antonín Brůža vezl včera na dvoukolovém vozíku v-lkou bednu s hlínou a pískem. Na srážně ul. Lipanské zvážila se bedna, Brůžovi spadla na pravou nohu a zranila mu pravou nohu. Zraněný dopraven na stanici, kde se mu dostalo lékařské pomoci.: [204, 1809, 609, 1916]
- article-heading: Splašená kráva zastřelena četníkem.: [663, 948, 962, 965]
